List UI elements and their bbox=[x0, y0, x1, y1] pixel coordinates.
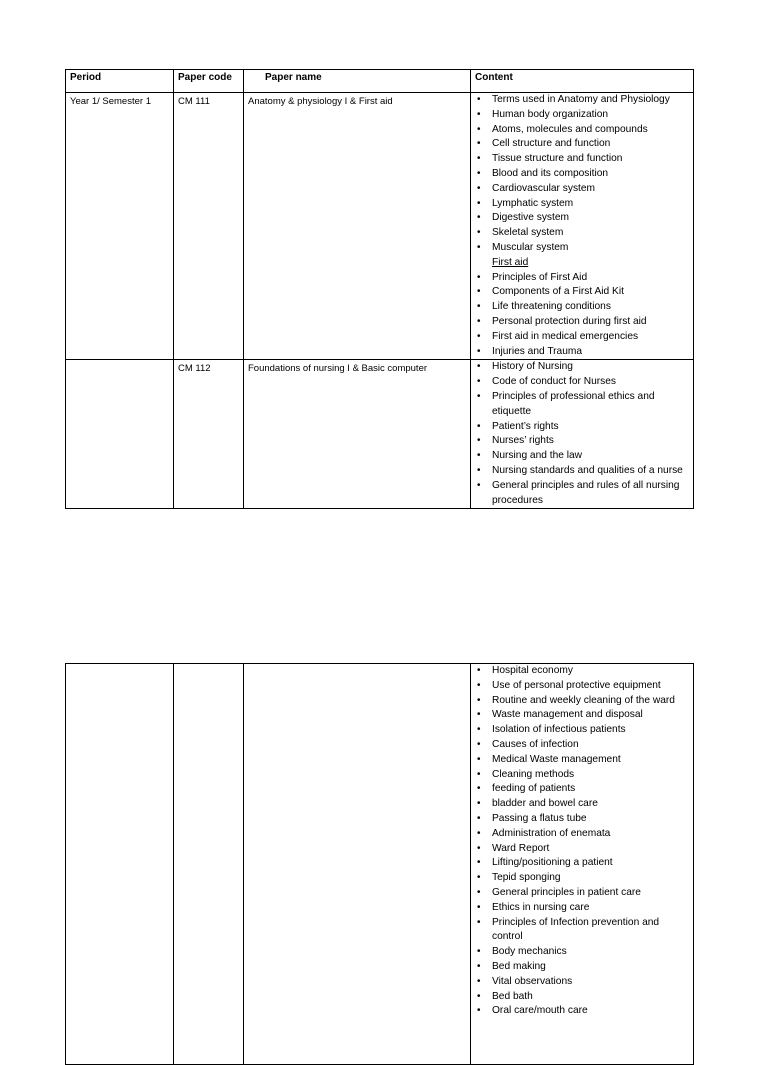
bullet-icon: • bbox=[477, 271, 481, 283]
bullet-icon: • bbox=[477, 286, 481, 298]
list-item: • Components of a First Aid Kit bbox=[473, 285, 691, 300]
content-cell bbox=[471, 360, 694, 509]
list-item: • Bed bath bbox=[473, 990, 691, 1005]
content-cell bbox=[471, 93, 694, 360]
bullet-icon: • bbox=[477, 694, 481, 706]
bullet-icon: • bbox=[477, 330, 481, 342]
list-item: • Use of personal protective equipment bbox=[473, 679, 691, 694]
list-item: • First aid in medical emergencies bbox=[473, 330, 691, 345]
list-item: • Vital observations bbox=[473, 975, 691, 990]
list-item: • Muscular system bbox=[473, 241, 691, 256]
list-item: • History of Nursing bbox=[473, 360, 691, 375]
bullet-icon: • bbox=[477, 138, 481, 150]
bullet-icon: • bbox=[477, 798, 481, 810]
list-item: • Cell structure and function bbox=[473, 137, 691, 152]
bullet-icon: • bbox=[477, 315, 481, 327]
paper-code-cell: CM 111 bbox=[174, 93, 244, 360]
list-item: • Hospital economy bbox=[473, 664, 691, 679]
table-row bbox=[66, 664, 694, 1065]
list-item: • Patient’s rights bbox=[473, 420, 691, 435]
bullet-icon: • bbox=[477, 768, 481, 780]
bullet-icon: • bbox=[477, 420, 481, 432]
content-list bbox=[471, 360, 691, 508]
content-list bbox=[471, 664, 691, 1019]
list-item: • Body mechanics bbox=[473, 945, 691, 960]
bullet-icon: • bbox=[477, 783, 481, 795]
bullet-icon: • bbox=[477, 753, 481, 765]
list-item: • Administration of enemata bbox=[473, 827, 691, 842]
bullet-icon: • bbox=[477, 361, 481, 373]
period-cell: Year 1/ Semester 1 bbox=[66, 93, 174, 360]
list-item: • Digestive system bbox=[473, 211, 691, 226]
bullet-icon: • bbox=[477, 108, 481, 120]
content-cell bbox=[471, 664, 694, 1065]
bullet-icon: • bbox=[477, 946, 481, 958]
bullet-icon: • bbox=[477, 450, 481, 462]
bullet-icon: • bbox=[477, 975, 481, 987]
bullet-icon: • bbox=[477, 679, 481, 691]
list-item: • Principles of Infection prevention and control bbox=[477, 916, 660, 943]
list-item: • Passing a flatus tube bbox=[473, 812, 691, 827]
list-item: • General principles and rules of all nursing procedures bbox=[477, 479, 680, 506]
list-item: • Nursing standards and qualities of a nurse bbox=[473, 464, 691, 479]
list-item: • Principles of First Aid bbox=[473, 271, 691, 286]
paper-code-cell bbox=[174, 664, 244, 1065]
list-item: • Oral care/mouth care bbox=[473, 1004, 691, 1019]
list-item: • Blood and its composition bbox=[473, 167, 691, 182]
list-item: • feeding of patients bbox=[473, 782, 691, 797]
bullet-icon: • bbox=[477, 464, 481, 476]
bullet-icon: • bbox=[477, 479, 481, 491]
header-paper-code: Paper code bbox=[174, 70, 244, 93]
table-row bbox=[66, 93, 694, 360]
header-period: Period bbox=[66, 70, 174, 93]
bullet-icon: • bbox=[477, 94, 481, 105]
list-item: • Tepid sponging bbox=[473, 871, 691, 886]
list-item: • Cardiovascular system bbox=[473, 182, 691, 197]
bullet-icon: • bbox=[477, 435, 481, 447]
bullet-icon: • bbox=[477, 345, 481, 357]
bullet-icon: • bbox=[477, 197, 481, 209]
list-item: • Skeletal system bbox=[473, 226, 691, 241]
bullet-icon: • bbox=[477, 376, 481, 388]
paper-name-cell: Foundations of nursing I & Basic computer bbox=[244, 360, 471, 509]
list-item: • Atoms, molecules and compounds bbox=[473, 123, 691, 138]
list-item: • Isolation of infectious patients bbox=[473, 723, 691, 738]
list-item: • Terms used in Anatomy and Physiology bbox=[473, 93, 691, 108]
bullet-icon: • bbox=[477, 1005, 481, 1017]
list-item: • Human body organization bbox=[473, 108, 691, 123]
list-item: • Bed making bbox=[473, 960, 691, 975]
bullet-icon: • bbox=[477, 842, 481, 854]
bullet-icon: • bbox=[477, 390, 481, 402]
bullet-icon: • bbox=[477, 301, 481, 313]
bullet-icon: • bbox=[477, 153, 481, 165]
list-item: • Lifting/positioning a patient bbox=[473, 856, 691, 871]
list-item: • Personal protection during first aid bbox=[473, 315, 691, 330]
subheading-first-aid: First aid bbox=[492, 256, 529, 268]
bullet-icon: • bbox=[477, 227, 481, 239]
list-item: • Causes of infection bbox=[473, 738, 691, 753]
header-content: Content bbox=[471, 70, 694, 93]
period-cell bbox=[66, 664, 174, 1065]
list-item: • Life threatening conditions bbox=[473, 300, 691, 315]
bullet-icon: • bbox=[477, 167, 481, 179]
list-item: • Lymphatic system bbox=[473, 197, 691, 212]
bullet-icon: • bbox=[477, 738, 481, 750]
bullet-icon: • bbox=[477, 241, 481, 253]
curriculum-table-2 bbox=[65, 663, 694, 1065]
bullet-icon: • bbox=[477, 123, 481, 135]
paper-code-cell: CM 112 bbox=[174, 360, 244, 509]
bullet-icon: • bbox=[477, 724, 481, 736]
bullet-icon: • bbox=[477, 709, 481, 721]
bullet-icon: • bbox=[477, 665, 481, 676]
list-item: • Ethics in nursing care bbox=[473, 901, 691, 916]
list-item: • Nurses’ rights bbox=[473, 434, 691, 449]
list-item: • Nursing and the law bbox=[473, 449, 691, 464]
list-item: • Injuries and Trauma bbox=[473, 345, 691, 360]
curriculum-table-1 bbox=[65, 69, 694, 509]
table-row bbox=[66, 360, 694, 509]
bullet-icon: • bbox=[477, 812, 481, 824]
paper-name-cell bbox=[244, 664, 471, 1065]
bullet-icon: • bbox=[477, 960, 481, 972]
list-item: • Tissue structure and function bbox=[473, 152, 691, 167]
list-item: • Ward Report bbox=[473, 842, 691, 857]
bullet-icon: • bbox=[477, 886, 481, 898]
table-header-row bbox=[66, 70, 694, 93]
list-item: • Code of conduct for Nurses bbox=[473, 375, 691, 390]
bullet-icon: • bbox=[477, 901, 481, 913]
list-item: • Waste management and disposal bbox=[473, 708, 691, 723]
period-cell bbox=[66, 360, 174, 509]
paper-name-cell: Anatomy & physiology I & First aid bbox=[244, 93, 471, 360]
content-list bbox=[471, 93, 691, 359]
list-item: • bladder and bowel care bbox=[473, 797, 691, 812]
bullet-icon: • bbox=[477, 182, 481, 194]
list-item: • General principles in patient care bbox=[473, 886, 691, 901]
list-item: • Principles of professional ethics and etiquette bbox=[477, 390, 655, 417]
bullet-icon: • bbox=[477, 990, 481, 1002]
list-item: • Cleaning methods bbox=[473, 768, 691, 783]
bullet-icon: • bbox=[477, 827, 481, 839]
header-paper-name: Paper name bbox=[244, 70, 471, 93]
list-item: • Routine and weekly cleaning of the ward bbox=[473, 694, 691, 709]
bullet-icon: • bbox=[477, 916, 481, 928]
list-item: • Medical Waste management bbox=[473, 753, 691, 768]
bullet-icon: • bbox=[477, 857, 481, 869]
bullet-icon: • bbox=[477, 872, 481, 884]
bullet-icon: • bbox=[477, 212, 481, 224]
